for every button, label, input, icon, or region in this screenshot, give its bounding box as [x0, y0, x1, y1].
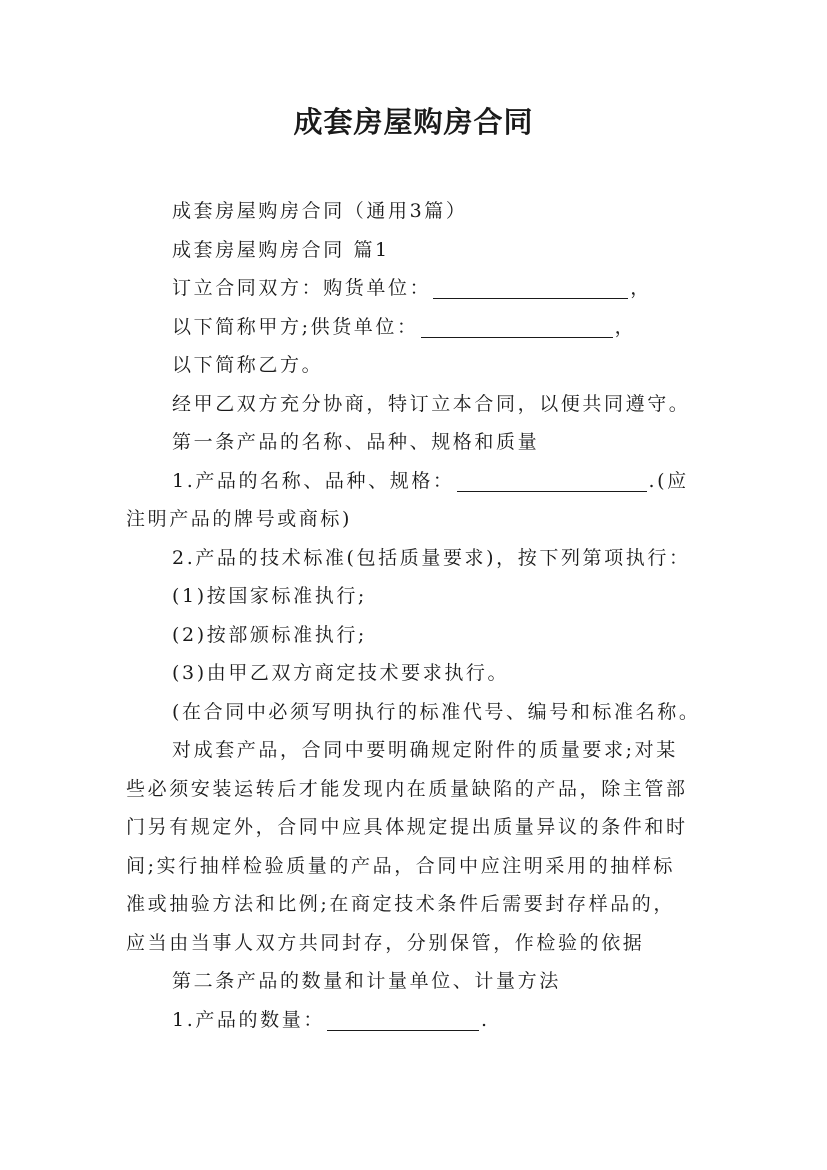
- text-fragment: .(应: [648, 469, 689, 492]
- paragraph-line: 间;实行抽样检验质量的产品，合同中应注明采用的抽样标: [126, 854, 676, 877]
- paragraph-line: 准或抽验方法和比例;在商定技术条件后需要封存样品的，: [126, 893, 676, 915]
- fill-in-blank[interactable]: [457, 469, 647, 492]
- paragraph-line: 以下简称乙方。: [172, 354, 324, 376]
- paragraph-line: 些必须安装运转后才能发现内在质量缺陷的产品，除主管部: [126, 777, 688, 800]
- paragraph-line: (在合同中必须写明执行的标准代号、编号和标准名称。: [172, 700, 701, 723]
- paragraph-line: 应当由当事人双方共同封存，分别保管，作检验的依据: [126, 931, 645, 954]
- paragraph-line: [126, 1001, 716, 1040]
- fill-in-blank[interactable]: [421, 315, 613, 338]
- fill-in-blank[interactable]: [433, 276, 628, 299]
- text-fragment: .: [480, 1008, 490, 1031]
- paragraph-line: 对成套产品，合同中要明确规定附件的质量要求;对某: [172, 739, 678, 761]
- paragraph-line: 门另有规定外，合同中应具体规定提出质量异议的条件和时: [126, 816, 688, 838]
- text-fragment: 1.产品的数量：: [172, 1008, 325, 1031]
- article-heading: 第二条产品的数量和计量单位、计量方法: [172, 970, 561, 992]
- text-fragment: 订立合同双方：购货单位：: [172, 277, 432, 299]
- document-title: 成套房屋购房合同: [293, 105, 534, 139]
- text-fragment: ，: [614, 315, 637, 338]
- fill-in-blank[interactable]: [327, 1008, 479, 1031]
- document-body: [126, 192, 716, 1039]
- text-fragment: ，: [630, 277, 652, 299]
- paragraph-line: 2.产品的技术标准(包括质量要求)，按下列第项执行：: [172, 546, 691, 569]
- list-item: (1)按国家标准执行;: [172, 585, 367, 607]
- paragraph-line: [126, 308, 716, 347]
- paragraph-line: [126, 462, 716, 501]
- paragraph-line: [126, 269, 716, 308]
- text-fragment: 以下简称甲方;供货单位：: [172, 315, 419, 338]
- article-heading: 第一条产品的名称、品种、规格和质量: [172, 431, 540, 453]
- paragraph-line: 注明产品的牌号或商标): [126, 508, 353, 530]
- paragraph-line: 经甲乙双方充分协商，特订立本合同，以便共同遵守。: [172, 392, 691, 415]
- list-item: (2)按部颁标准执行;: [172, 623, 367, 646]
- subtitle-line: 成套房屋购房合同（通用3篇）: [172, 200, 468, 222]
- section-heading: 成套房屋购房合同 篇1: [172, 238, 390, 261]
- text-fragment: 1.产品的名称、品种、规格：: [172, 469, 455, 492]
- list-item: (3)由甲乙双方商定技术要求执行。: [172, 662, 510, 684]
